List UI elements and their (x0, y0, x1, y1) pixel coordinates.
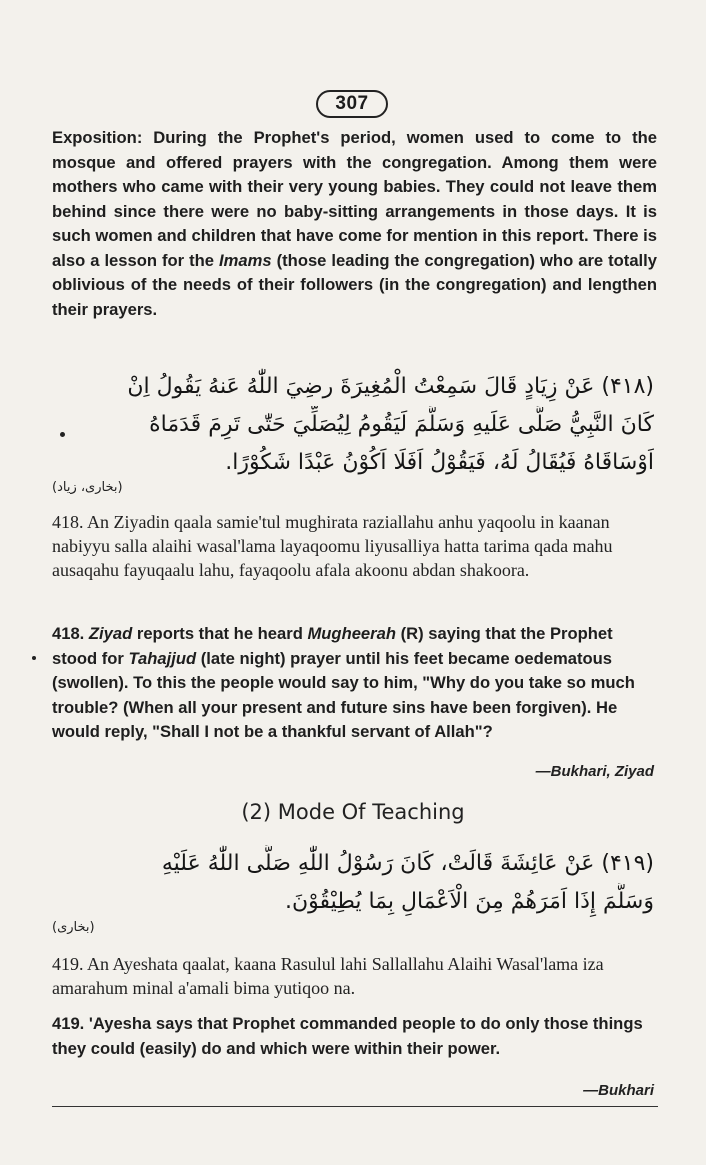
hadith-419-arabic (84, 845, 654, 921)
hadith-418-translation (52, 622, 657, 745)
hadith-number: 418. (52, 624, 89, 643)
hadith-419-translation: 419. 'Ayesha says that Prophet commanded people to do only those things they could (easily) do and which were within their power. (52, 1014, 643, 1058)
prayer-term: Tahajjud (128, 648, 197, 668)
exposition-paragraph (52, 126, 657, 322)
hadith-419-attribution: —Bukhari (583, 1082, 654, 1099)
arabic-line: (۴۱۹) عَنْ عَائِشَةَ قَالَتْ، كَانَ رَسُوْلُ اللّٰهِ صَلَّى اللّٰهُ عَلَيْهِ (161, 851, 654, 876)
hadith-418-arabic (84, 368, 654, 482)
exposition-text: During the Prophet's period, women used to come to the mosque and offered prayers with the congregation. Among them were mothers who came with their very young babies. They could not leave them behind since there were no baby-sitting arrangements in those days. It is such women and children that have come for mention in this report. There is also a lesson for the (52, 128, 657, 270)
translation-text: (R) saying that the Prophet stood for (52, 624, 613, 668)
exposition-label: Exposition: (52, 128, 143, 147)
margin-mark (32, 656, 36, 660)
footer-rule (52, 1106, 658, 1107)
translation-text: (late night) prayer until his feet became oedematous (swollen). To this the people would say to him, "Why do you take so much trouble? (When all your present and future sins have been forgiven). He would reply, "Shall I not be a thankful servant of Allah"? (52, 648, 635, 741)
hadith-418-transliteration: 418. An Ziyadin qaala samie'tul mughirata raziallahu anhu yaqoolu in kaanan nabiyyu salla alaihi wasal'lama layaqoomu liyusalliya hatta tarima qada mahu ausaqahu fayuqaalu lahu, fayaqoolu afala akoonu abdan shakoora. (52, 512, 613, 580)
page-number: 307 (316, 90, 388, 118)
hadith-419-transliteration: 419. An Ayeshata qaalat, kaana Rasulul lahi Sallallahu Alaihi Wasal'lama iza amarahum minal a'amali bima yutiqoo na. (52, 954, 604, 998)
narrator-name: Mugheerah (307, 624, 396, 643)
hadith-418-source-arabic: (بخاری، زیاد) (52, 480, 123, 495)
arabic-line: (۴۱۸) عَنْ زِيَادٍ قَالَ سَمِعْتُ الْمُغِيرَةَ رضِيَ اللّٰهُ عَنهُ يَقُولُ اِنْ (127, 374, 654, 399)
exposition-text-end: (those leading the congregation) who are totally oblivious of the needs of their followers (in the congregation) and lengthen their prayers. (52, 250, 657, 319)
hadith-419-source-arabic: (بخاری) (52, 920, 95, 935)
translation-text: reports that he heard (132, 624, 308, 643)
hadith-418-attribution: —Bukhari, Ziyad (535, 763, 654, 780)
arabic-line: كَانَ النَّبِيُّ صَلَّى عَلَيهِ وَسَلَّمَ لَيَقُومُ لِيُصَلِّيَ حَتّٰى تَرِمَ قَدَمَاهُ (149, 412, 654, 437)
narrator-name: Ziyad (88, 624, 133, 643)
imams-term: Imams (219, 250, 272, 270)
arabic-line: وَسَلَّمَ إِذَا اَمَرَهُمْ مِنَ الْاَعْمَالِ بِمَا يُطِيْقُوْنَ. (285, 889, 654, 914)
section-heading: (2) Mode Of Teaching (241, 800, 465, 824)
margin-mark (60, 432, 65, 437)
arabic-line: اَوْسَاقَاهُ فَيُقَالُ لَهُ، فَيَقُوْلُ اَفَلَا اَكُوْنُ عَبْدًا شَكُوْرًا. (225, 450, 654, 475)
